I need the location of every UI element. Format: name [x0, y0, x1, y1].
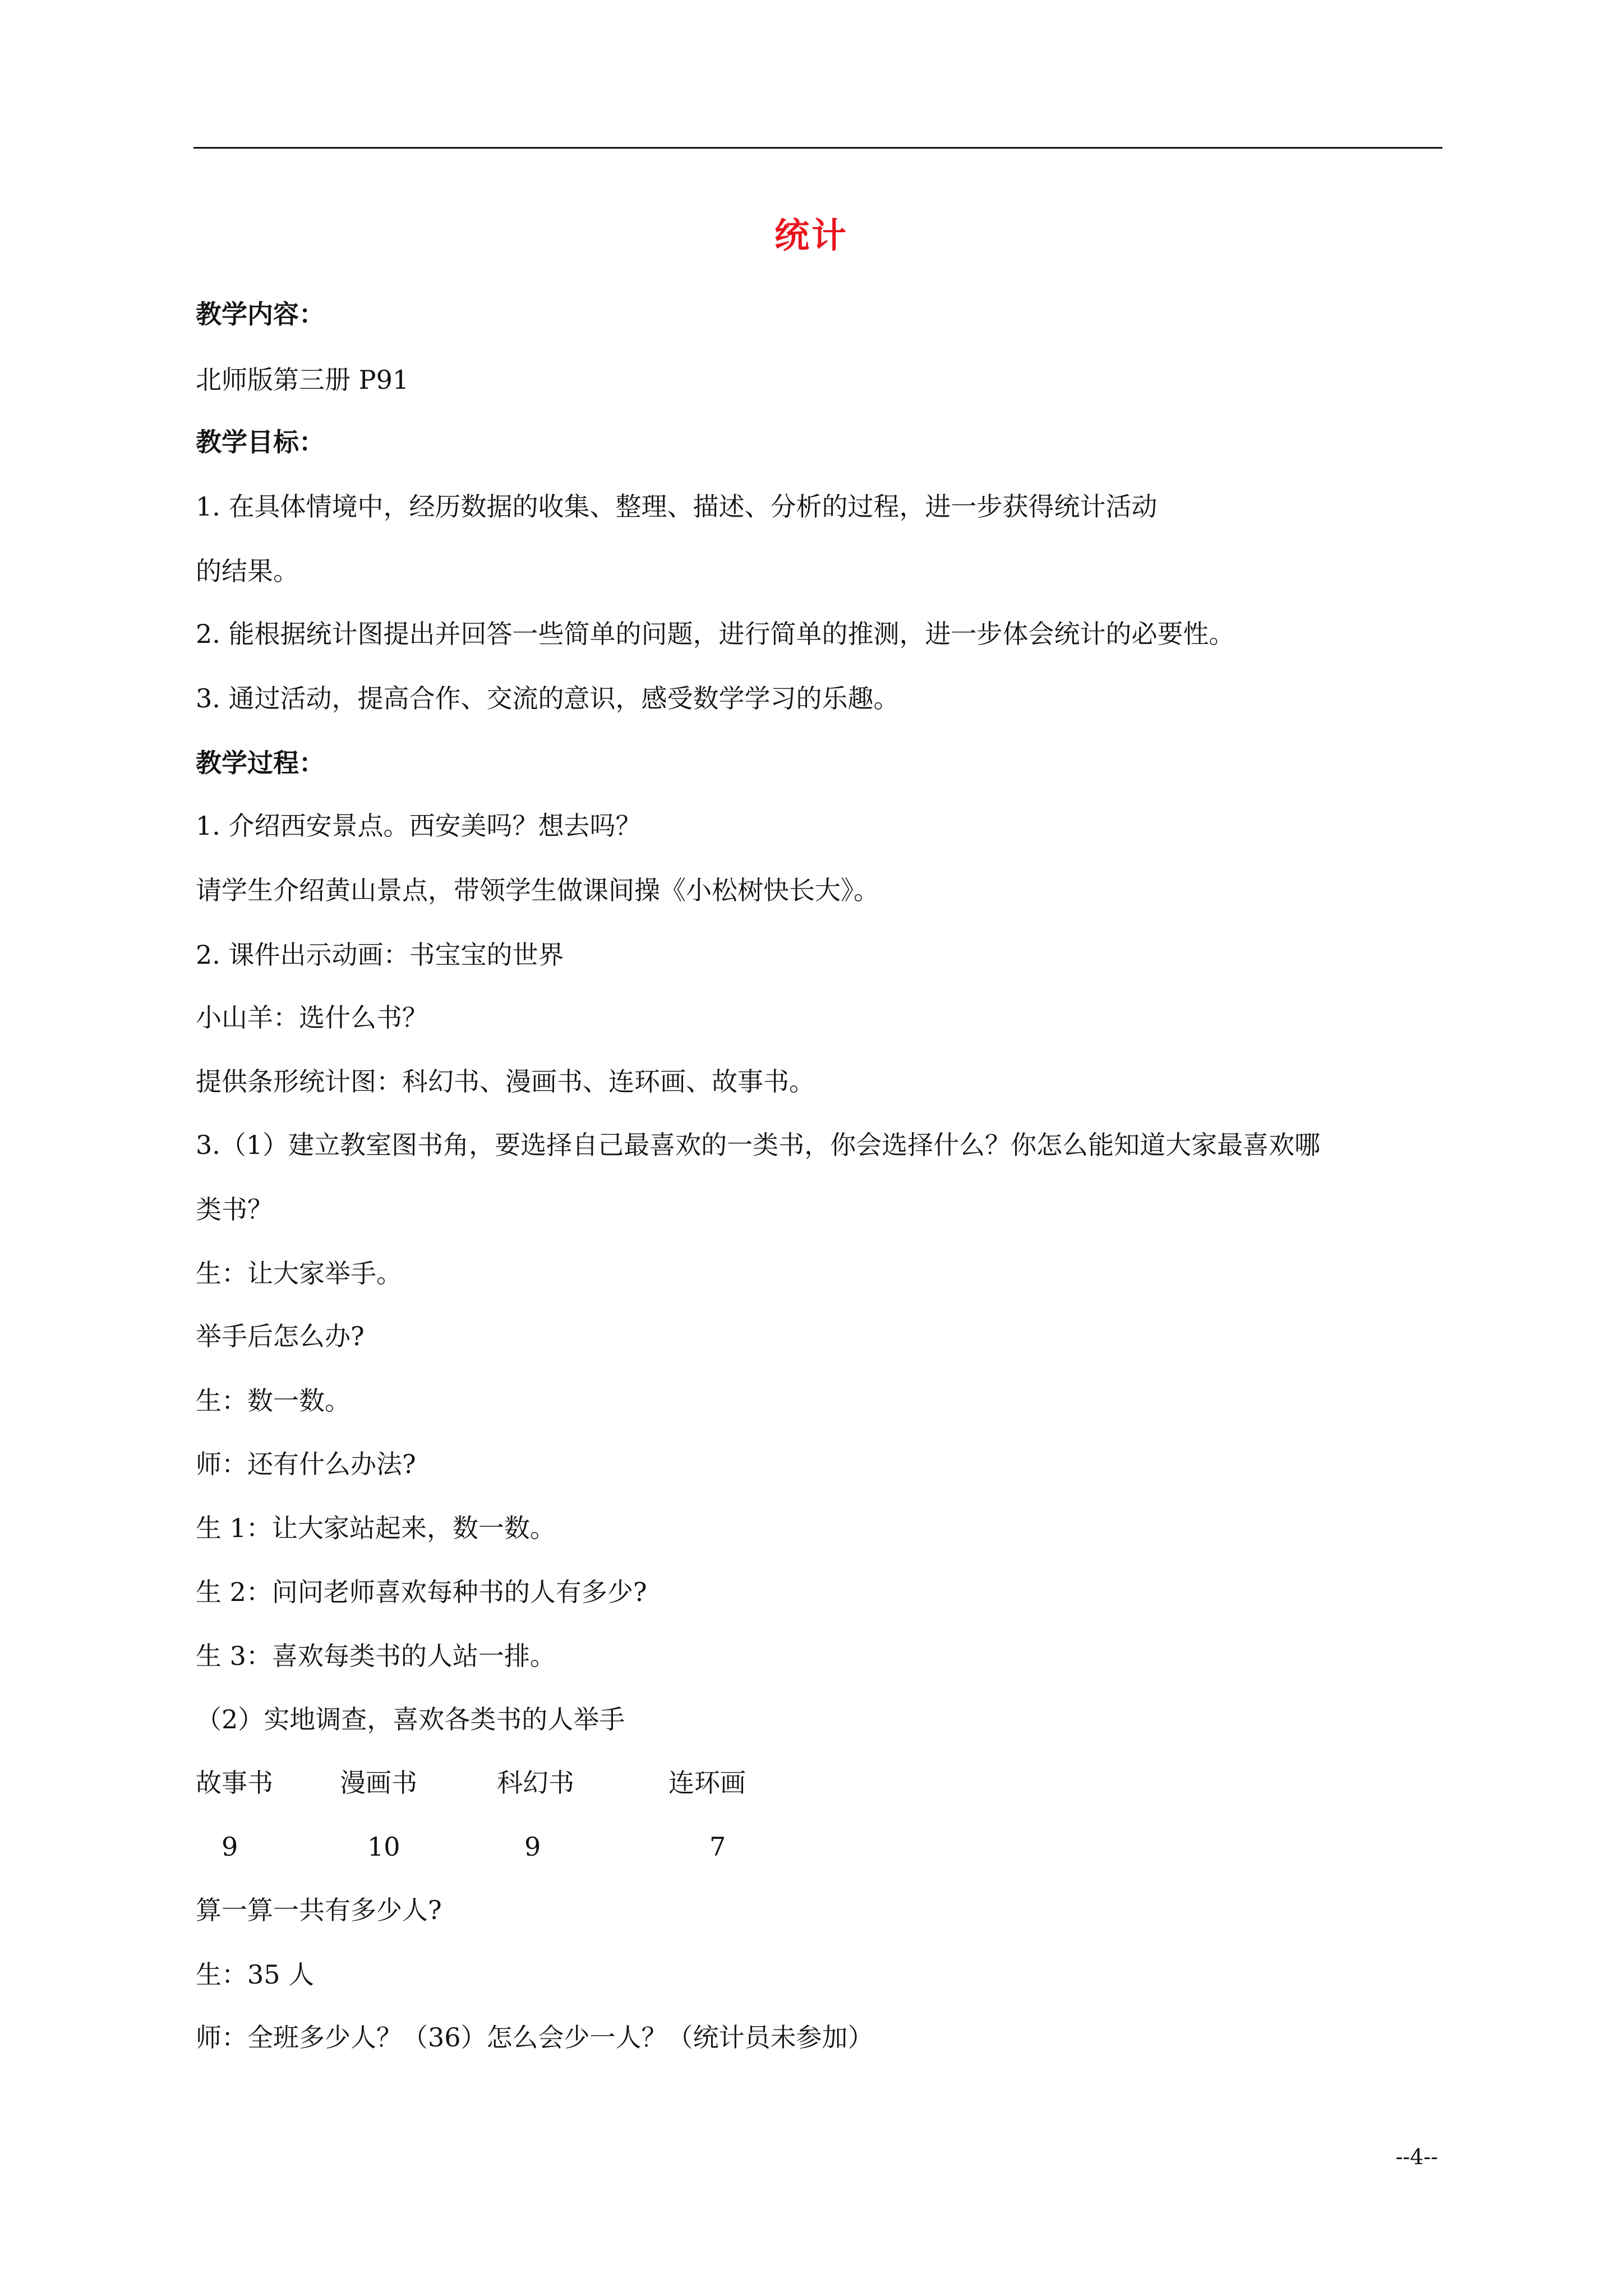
goal-3: 3. 通过活动，提高合作、交流的意识，感受数学学习的乐趣。	[196, 683, 900, 714]
tally-value: 7	[709, 1832, 726, 1862]
goals-heading: 教学目标：	[196, 427, 325, 457]
process-line: 生 1：让大家站起来，数一数。	[196, 1513, 556, 1543]
tally-value: 10	[367, 1832, 400, 1862]
page-number: --4--	[1395, 2145, 1438, 2169]
process-line: 类书？	[196, 1194, 273, 1225]
process-line: 2. 课件出示动画：书宝宝的世界	[196, 940, 564, 970]
tally-value: 9	[222, 1832, 238, 1862]
tally-category: 科幻书	[497, 1768, 574, 1798]
content-heading: 教学内容：	[196, 299, 325, 329]
tally-category: 漫画书	[340, 1768, 417, 1798]
tally-category: 连环画	[668, 1768, 746, 1798]
process-line: 师：全班多少人？（36）怎么会少一人？（统计员未参加）	[196, 2022, 874, 2053]
process-line: 3.（1）建立教室图书角，要选择自己最喜欢的一类书，你会选择什么？你怎么能知道大家最喜欢哪	[196, 1130, 1321, 1160]
process-line: 生：35 人	[196, 1959, 315, 1990]
process-line: 师：还有什么办法?	[196, 1449, 416, 1479]
process-line: 生 3：喜欢每类书的人站一排。	[196, 1641, 556, 1671]
process-heading: 教学过程：	[196, 748, 325, 778]
tally-category: 故事书	[196, 1768, 273, 1798]
goal-1-line-1: 1. 在具体情境中，经历数据的收集、整理、描述、分析的过程，进一步获得统计活动	[196, 491, 1158, 522]
process-line: 算一算一共有多少人?	[196, 1895, 442, 1925]
page-title: 统计	[774, 215, 849, 256]
process-line: 1. 介绍西安景点。西安美吗？想去吗？	[196, 811, 642, 841]
header-rule	[193, 147, 1442, 149]
goal-2: 2. 能根据统计图提出并回答一些简单的问题，进行简单的推测，进一步体会统计的必要性。	[196, 619, 1235, 649]
process-line: 请学生介绍黄山景点，带领学生做课间操《小松树快长大》。	[196, 875, 879, 905]
process-line: 举手后怎么办?	[196, 1321, 365, 1351]
process-line: 生：数一数。	[196, 1386, 351, 1416]
process-line: 小山羊：选什么书？	[196, 1002, 428, 1033]
goal-1-line-2: 的结果。	[196, 556, 299, 586]
process-line: 生：让大家举手。	[196, 1258, 402, 1289]
tally-value: 9	[524, 1832, 541, 1862]
process-line: 提供条形统计图：科幻书、漫画书、连环画、故事书。	[196, 1066, 815, 1097]
content-text: 北师版第三册 P91	[196, 365, 409, 395]
process-line: 生 2：问问老师喜欢每种书的人有多少?	[196, 1577, 647, 1607]
process-line: （2）实地调查，喜欢各类书的人举手	[196, 1704, 625, 1734]
